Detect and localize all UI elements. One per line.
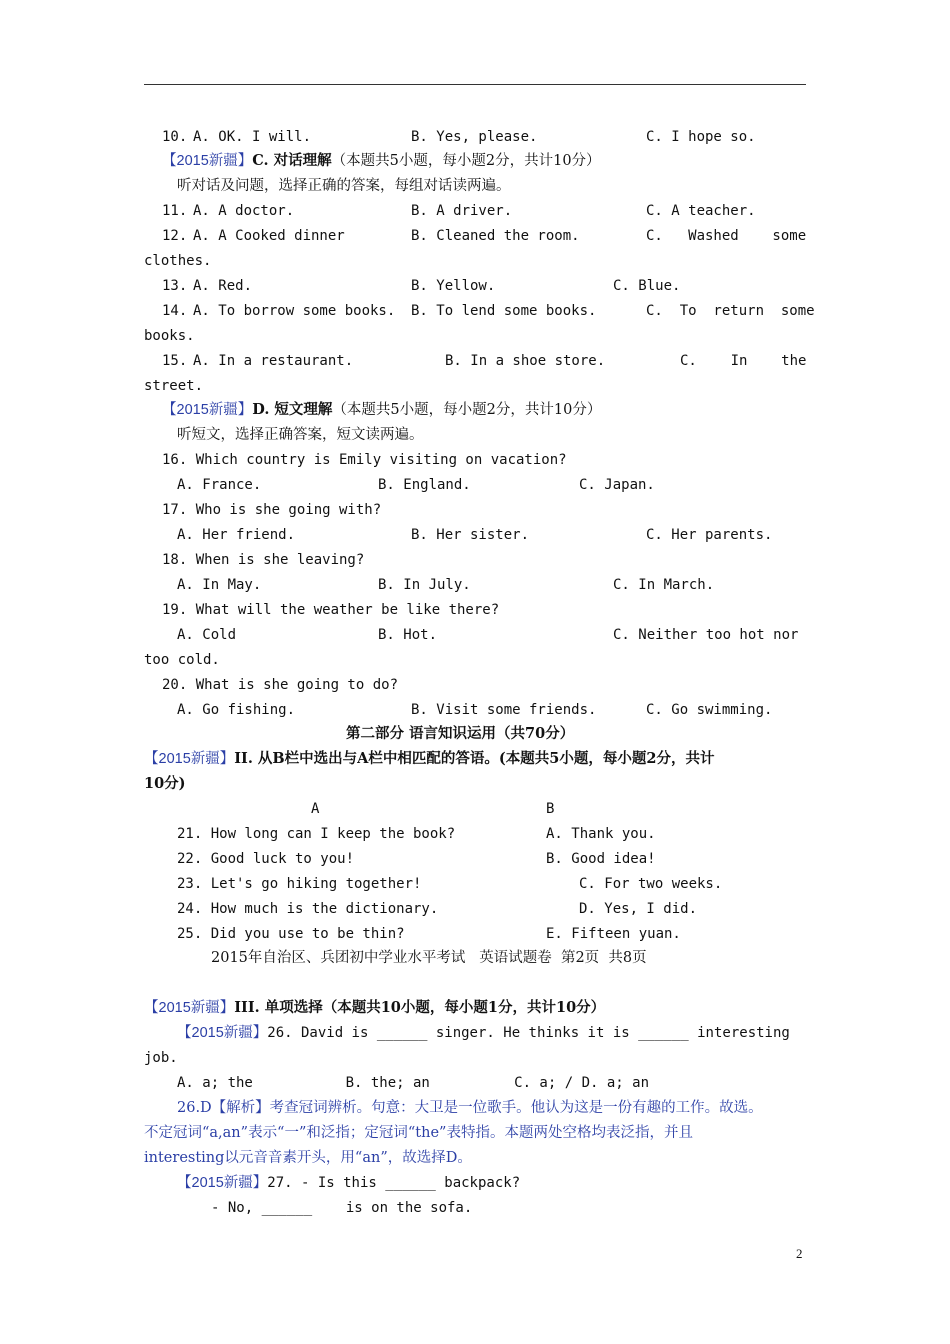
q17-option-c: C. Her parents. xyxy=(646,527,773,543)
q26-options: A. a; the B. the; an C. a; / D. a; an xyxy=(177,1075,650,1091)
q11-number: 11. xyxy=(162,203,188,219)
q27-line2: - No, ______ is on the sofa. xyxy=(211,1200,473,1216)
page-number: 2 xyxy=(796,1246,803,1261)
q11-option-a: A. A doctor. xyxy=(193,203,295,219)
match-question: 25. Did you use to be thin? xyxy=(177,926,405,942)
q20-option-b: B. Visit some friends. xyxy=(411,702,597,718)
section-iii-title: III. 单项选择（本题共10小题，每小题1分，共计10分） xyxy=(234,999,606,1016)
section-c-instruction: 听对话及问题，选择正确的答案，每组对话读两遍。 xyxy=(177,178,511,194)
section-c-heading xyxy=(162,149,601,173)
q13-number: 13. xyxy=(162,278,188,294)
q18-option-a: A. In May. xyxy=(177,577,262,593)
match-answer: C. For two weeks. xyxy=(579,876,723,892)
section-d-instruction: 听短文，选择正确答案，短文读两遍。 xyxy=(177,427,424,443)
q19-continuation: too cold. xyxy=(144,652,220,668)
q10-option-b: B. Yes, please. xyxy=(411,129,538,145)
q27-text: 27. - Is this ______ backpack? xyxy=(267,1175,521,1191)
match-question: 23. Let's go hiking together! xyxy=(177,876,422,892)
q12-option-b: B. Cleaned the room. xyxy=(411,228,580,244)
q15-option-b: B. In a shoe store. xyxy=(445,353,606,369)
part2-title: 第二部分 语言知识运用（共70分） xyxy=(346,725,575,742)
q12-option-c: C. Washed some xyxy=(646,228,807,244)
q17-option-b: B. Her sister. xyxy=(411,527,530,543)
q17-option-a: A. Her friend. xyxy=(177,527,296,543)
q15-option-a: A. In a restaurant. xyxy=(193,353,354,369)
match-question: 24. How much is the dictionary. xyxy=(177,901,439,917)
q26-continuation: job. xyxy=(144,1050,178,1066)
q10-option-a: A. OK. I will. xyxy=(193,129,312,145)
q16-option-c: C. Japan. xyxy=(579,477,655,493)
q27-line xyxy=(177,1171,520,1195)
match-answer: E. Fifteen yuan. xyxy=(546,926,681,942)
section-c-tag: 【2015新疆】 xyxy=(162,153,253,169)
match-answer: A. Thank you. xyxy=(546,826,656,842)
match-question: 21. How long can I keep the book? xyxy=(177,826,456,842)
q12-option-a: A. A Cooked dinner xyxy=(193,228,345,244)
column-a-header: A xyxy=(311,801,320,817)
match-question: 22. Good luck to you! xyxy=(177,851,355,867)
q12-number: 12. xyxy=(162,228,188,244)
q13-option-a: A. Red. xyxy=(193,278,253,294)
q27-tag: 【2015新疆】 xyxy=(177,1175,268,1191)
q26-analysis-line2: 不定冠词“a,an”表示“一”和泛指；定冠词“the”表特指。本题两处空格均表泛指，并且 xyxy=(144,1125,693,1141)
q14-continuation: books. xyxy=(144,328,195,344)
q14-number: 14. xyxy=(162,303,188,319)
section-iii-tag: 【2015新疆】 xyxy=(144,1000,235,1016)
q16-option-a: A. France. xyxy=(177,477,262,493)
q19-option-a: A. Cold xyxy=(177,627,237,643)
section-d-title: D. 短文理解 xyxy=(252,401,333,418)
q26-tag: 【2015新疆】 xyxy=(177,1025,268,1041)
q26-analysis-line3: interesting以元音音素开头，用“an”，故选择D。 xyxy=(144,1150,472,1166)
section-ii-tag: 【2015新疆】 xyxy=(144,751,235,767)
q10-option-c: C. I hope so. xyxy=(646,129,756,145)
q20-text: 20. What is she going to do? xyxy=(162,677,399,693)
section-c-title: C. 对话理解 xyxy=(252,152,332,169)
q20-option-a: A. Go fishing. xyxy=(177,702,296,718)
section-d-heading xyxy=(162,398,601,422)
q13-option-c: C. Blue. xyxy=(613,278,681,294)
match-answer: B. Good idea! xyxy=(546,851,656,867)
q11-option-b: B. A driver. xyxy=(411,203,513,219)
q16-option-b: B. England. xyxy=(378,477,471,493)
section-ii-heading xyxy=(144,747,714,771)
header-rule xyxy=(144,84,806,85)
q15-option-c: C. In the xyxy=(680,353,807,369)
q18-option-c: C. In March. xyxy=(613,577,715,593)
match-answer: D. Yes, I did. xyxy=(579,901,698,917)
q14-option-b: B. To lend some books. xyxy=(411,303,597,319)
section-d-tag: 【2015新疆】 xyxy=(162,402,253,418)
q15-number: 15. xyxy=(162,353,188,369)
q17-text: 17. Who is she going with? xyxy=(162,502,382,518)
q19-option-b: B. Hot. xyxy=(378,627,438,643)
q15-continuation: street. xyxy=(144,378,204,394)
q18-text: 18. When is she leaving? xyxy=(162,552,365,568)
page-footer-text: 2015年自治区、兵团初中学业水平考试 英语试题卷 第2页 共8页 xyxy=(211,950,647,966)
q12-continuation: clothes. xyxy=(144,253,212,269)
q19-option-c: C. Neither too hot nor xyxy=(613,627,799,643)
section-d-note: （本题共5小题，每小题2分，共计10分） xyxy=(332,402,602,418)
q13-option-b: B. Yellow. xyxy=(411,278,496,294)
section-iii-heading xyxy=(144,996,605,1020)
section-ii-continuation: 10分) xyxy=(144,775,186,792)
q18-option-b: B. In July. xyxy=(378,577,471,593)
q14-option-a: A. To borrow some books. xyxy=(193,303,396,319)
q20-option-c: C. Go swimming. xyxy=(646,702,773,718)
section-ii-title: II. 从B栏中选出与A栏中相匹配的答语。(本题共5小题，每小题2分，共计 xyxy=(234,750,715,767)
q16-text: 16. Which country is Emily visiting on vacation? xyxy=(162,452,567,468)
q11-option-c: C. A teacher. xyxy=(646,203,756,219)
q19-text: 19. What will the weather be like there? xyxy=(162,602,500,618)
q26-text: 26. David is ______ singer. He thinks it is ______ interesting xyxy=(267,1025,790,1041)
section-c-note: （本题共5小题，每小题2分，共计10分） xyxy=(331,153,601,169)
q10-number: 10. xyxy=(162,129,188,145)
q26-line xyxy=(177,1021,790,1045)
q26-analysis-line1: 26.D【解析】考查冠词辨析。句意：大卫是一位歌手。他认为这是一份有趣的工作。故选。 xyxy=(177,1100,763,1116)
column-b-header: B xyxy=(546,801,555,817)
q14-option-c: C. To return some xyxy=(646,303,815,319)
